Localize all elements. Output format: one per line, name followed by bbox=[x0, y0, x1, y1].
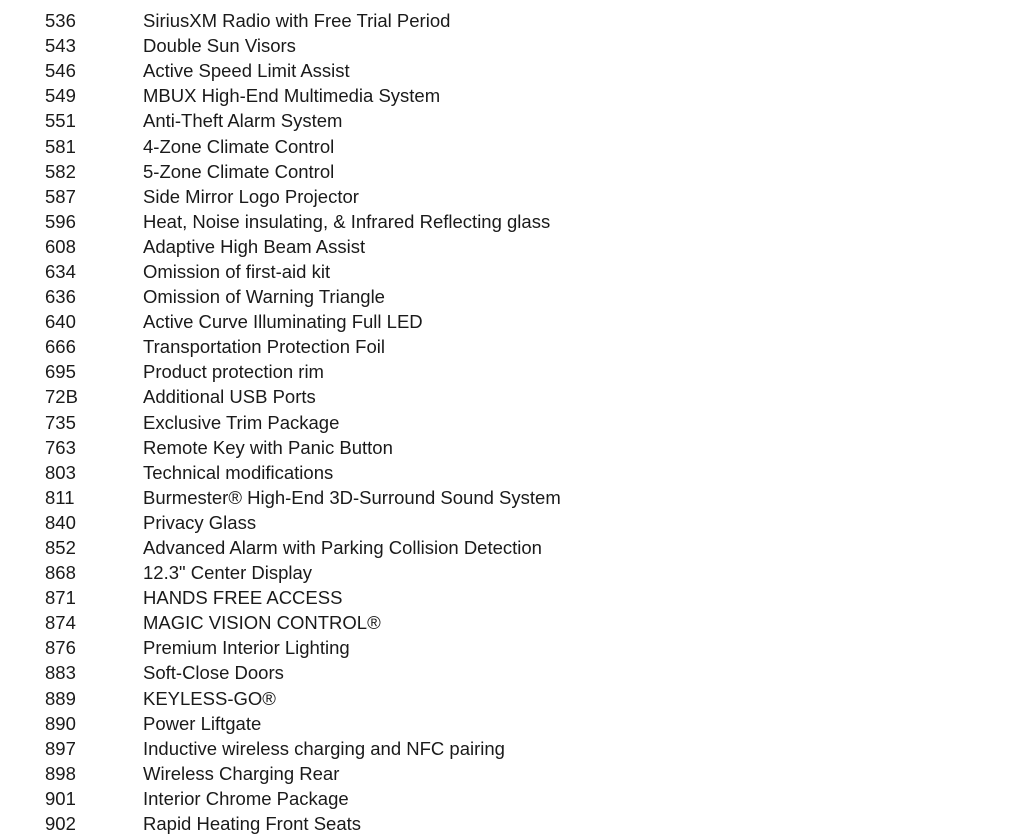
list-item bbox=[0, 410, 1024, 435]
option-description: Product protection rim bbox=[143, 361, 324, 383]
list-item bbox=[0, 686, 1024, 711]
option-description: SiriusXM Radio with Free Trial Period bbox=[143, 10, 451, 32]
option-code: 581 bbox=[45, 135, 76, 157]
list-item bbox=[0, 585, 1024, 610]
option-description: Active Curve Illuminating Full LED bbox=[143, 311, 423, 333]
list-item bbox=[0, 485, 1024, 510]
option-code: 811 bbox=[45, 486, 75, 508]
option-code: 608 bbox=[45, 235, 76, 257]
list-item bbox=[0, 234, 1024, 259]
option-code: 546 bbox=[45, 60, 76, 82]
option-description: HANDS FREE ACCESS bbox=[143, 587, 343, 609]
option-code: 735 bbox=[45, 411, 76, 433]
list-item bbox=[0, 83, 1024, 108]
list-item bbox=[0, 711, 1024, 736]
option-description: MAGIC VISION CONTROL® bbox=[143, 612, 381, 634]
list-item bbox=[0, 33, 1024, 58]
list-item bbox=[0, 184, 1024, 209]
option-code: 640 bbox=[45, 311, 76, 333]
list-item bbox=[0, 8, 1024, 33]
option-description: Power Liftgate bbox=[143, 712, 262, 734]
option-description: Privacy Glass bbox=[143, 511, 257, 533]
list-item bbox=[0, 736, 1024, 761]
list-item bbox=[0, 359, 1024, 384]
option-code: 890 bbox=[45, 712, 76, 734]
option-description: Anti-Theft Alarm System bbox=[143, 110, 343, 132]
option-code-list bbox=[0, 8, 1024, 836]
list-item bbox=[0, 259, 1024, 284]
list-item bbox=[0, 384, 1024, 409]
option-code: 897 bbox=[45, 737, 76, 759]
option-description: 5-Zone Climate Control bbox=[143, 160, 335, 182]
option-description: MBUX High-End Multimedia System bbox=[143, 85, 441, 107]
list-item bbox=[0, 334, 1024, 359]
list-item bbox=[0, 133, 1024, 158]
option-code: 763 bbox=[45, 436, 76, 458]
option-code: 898 bbox=[45, 762, 76, 784]
option-code: 901 bbox=[45, 787, 76, 809]
list-item bbox=[0, 209, 1024, 234]
option-description: Active Speed Limit Assist bbox=[143, 60, 350, 82]
option-description: 12.3" Center Display bbox=[143, 562, 313, 584]
option-description: Rapid Heating Front Seats bbox=[143, 813, 362, 835]
option-description: Double Sun Visors bbox=[143, 35, 296, 57]
option-code: 582 bbox=[45, 160, 76, 182]
option-code: 868 bbox=[45, 562, 76, 584]
option-code: 803 bbox=[45, 461, 76, 483]
option-code: 874 bbox=[45, 612, 76, 634]
option-code: 72B bbox=[45, 386, 78, 408]
option-code: 902 bbox=[45, 813, 76, 835]
list-item bbox=[0, 761, 1024, 786]
list-item bbox=[0, 309, 1024, 334]
option-description: 4-Zone Climate Control bbox=[143, 135, 335, 157]
list-item bbox=[0, 786, 1024, 811]
option-code: 596 bbox=[45, 210, 76, 232]
list-item bbox=[0, 284, 1024, 309]
list-item bbox=[0, 535, 1024, 560]
option-code: 543 bbox=[45, 35, 76, 57]
option-code: 587 bbox=[45, 185, 76, 207]
list-item bbox=[0, 435, 1024, 460]
option-description: Technical modifications bbox=[143, 461, 334, 483]
option-description: Transportation Protection Foil bbox=[143, 336, 385, 358]
option-code: 551 bbox=[45, 110, 76, 132]
option-code: 883 bbox=[45, 662, 76, 684]
option-code: 634 bbox=[45, 260, 76, 282]
list-item bbox=[0, 610, 1024, 635]
option-code: 666 bbox=[45, 336, 76, 358]
option-description: Exclusive Trim Package bbox=[143, 411, 340, 433]
list-item bbox=[0, 660, 1024, 685]
list-item bbox=[0, 460, 1024, 485]
option-description: Side Mirror Logo Projector bbox=[143, 185, 359, 207]
list-item bbox=[0, 58, 1024, 83]
option-code: 852 bbox=[45, 537, 76, 559]
option-code: 636 bbox=[45, 286, 76, 308]
option-code: 536 bbox=[45, 10, 76, 32]
list-item bbox=[0, 510, 1024, 535]
option-code: 871 bbox=[45, 587, 76, 609]
option-description: Adaptive High Beam Assist bbox=[143, 235, 366, 257]
list-item bbox=[0, 108, 1024, 133]
option-code: 549 bbox=[45, 85, 76, 107]
option-description: Heat, Noise insulating, & Infrared Reflecting glass bbox=[143, 210, 551, 232]
option-description: Interior Chrome Package bbox=[143, 787, 349, 809]
option-code: 876 bbox=[45, 637, 76, 659]
list-item bbox=[0, 635, 1024, 660]
option-description: Premium Interior Lighting bbox=[143, 637, 350, 659]
list-item bbox=[0, 811, 1024, 836]
option-description: Omission of Warning Triangle bbox=[143, 286, 385, 308]
option-description: Remote Key with Panic Button bbox=[143, 436, 393, 458]
option-description: Advanced Alarm with Parking Collision Detection bbox=[143, 537, 542, 559]
option-description: Soft-Close Doors bbox=[143, 662, 284, 684]
list-item bbox=[0, 560, 1024, 585]
option-code: 889 bbox=[45, 687, 76, 709]
option-description: KEYLESS-GO® bbox=[143, 687, 276, 709]
option-code: 840 bbox=[45, 511, 76, 533]
option-description: Additional USB Ports bbox=[143, 386, 316, 408]
option-description: Omission of first-aid kit bbox=[143, 260, 331, 282]
option-description: Burmester® High-End 3D-Surround Sound System bbox=[143, 486, 561, 508]
option-code: 695 bbox=[45, 361, 76, 383]
list-item bbox=[0, 159, 1024, 184]
option-description: Inductive wireless charging and NFC pairing bbox=[143, 737, 505, 759]
option-description: Wireless Charging Rear bbox=[143, 762, 340, 784]
